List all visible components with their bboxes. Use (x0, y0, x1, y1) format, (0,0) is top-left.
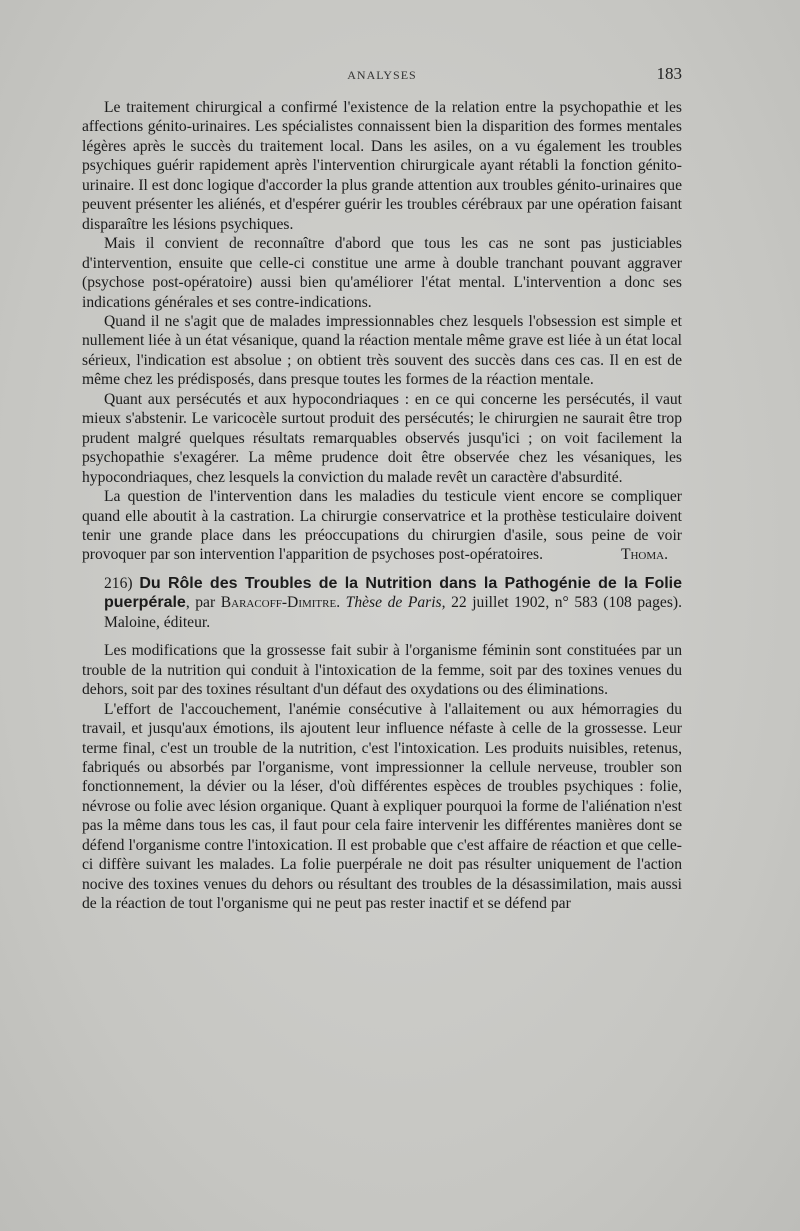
paragraph: Les modifications que la grossesse fait subir à l'organisme féminin sont constituées par un trouble de la nutrition qui conduit à l'intoxication de la femme, soit par des toxines venues du dehors, soit par des toxines résultant d'un défaut des oxydations ou des éliminations. (82, 642, 682, 699)
paragraph (82, 487, 682, 565)
paragraph: Quand il ne s'agit que de malades impressionnables chez lesquels l'obsession est simple et nullement liée à un état vésanique, quand la réaction mentale même grave est liée à un état local sérieux, l'indication est absolue ; on obtient très souvent des succès dans ces cas. Il en est de même chez les prédisposés, dans presque toutes les formes de la réaction mentale. (82, 312, 682, 389)
bibliographic-entry (82, 574, 682, 632)
running-head: ANALYSES (347, 68, 417, 82)
entry-title: Du Rôle des Troubles de la Nutrition dans la Pathogénie de la Folie puerpérale (104, 574, 682, 612)
entry-by: , par (185, 594, 216, 612)
paragraph: Quant aux persécutés et aux hypocondriaques : en ce qui concerne les persécutés, il vaut mieux s'abstenir. Le varicocèle surtout produit des persécutés; le chirurgien ne saurait être trop prudent malgré quelques résultats remarquables observés jusqu'ici ; on voit facilement la psychopathie s'exagérer. La même prudence doit être observée chez les vésaniques, les hypocondriaques, chez lesquels la conviction du malade revêt un caractère d'absurdité. (82, 390, 682, 486)
page-number: 183 (656, 64, 682, 83)
entry-details: 22 juillet 1902, n° 583 (108 pages). Maloine, éditeur. (104, 594, 682, 631)
page-header (82, 64, 682, 84)
paragraph: L'effort de l'accouchement, l'anémie consécutive à l'allaitement ou aux hémorragies du travail, et jusqu'aux émotions, ils ajoutent leur influence néfaste à celle de la grossesse. Leur terme final, c'est un trouble de la nutrition, c'est l'intoxication. Les produits nuisibles, retenus, fabriqués ou absorbés par l'organisme, vont impressionner la cellule nerveuse, troubler son fonctionnement, la dévier ou la léser, d'où différentes espèces de troubles psychiques : folie, névrose ou folie avec lésion organique. Quant à expliquer pourquoi la forme de l'aliénation n'est pas la même dans tous les cas, il faut pour cela faire intervenir les différentes manières dont se défend l'organisme contre l'intoxication. Il est probable que c'est affaire de réaction et que celle-ci diffère suivant les malades. La folie puerpérale ne doit pas résulter uniquement de l'action nocive des toxines venues du dehors ou résultant des troubles de la désassimilation, mais aussi de la réaction de tout l'organisme qui ne peut pas rester inactif et se défend par (82, 700, 682, 913)
entry-author: Baracoff-Dimitre. (220, 594, 341, 612)
page-body (82, 98, 682, 914)
entry-number: 216) (104, 574, 133, 592)
entry-thesis: Thèse de Paris, (345, 594, 446, 612)
paragraph: Le traitement chirurgical a confirmé l'existence de la relation entre la psychopathie et les affections génito-urinaires. Les spécialistes connaissent bien la disparition des formes mentales légères après le succès du traitement local. Dans les asiles, on a vu également les troubles psychiques guérir rapidement après l'intervention chirurgicale ayant rétabli la fonction génito-urinaire. Il est donc logique d'accorder la plus grande attention aux troubles génito-urinaires que peuvent présenter les aliénés, et d'espérer guérir les troubles cérébraux par une opération faisant disparaître les lésions psychiques. (82, 99, 682, 233)
paragraph-text: La question de l'intervention dans les maladies du testicule vient encore se compliquer quand elle aboutit à la castration. La chirurgie conservatrice et la prothèse testiculaire doivent tenir une grande place dans les préoccupations du chirurgien d'asile, sous peine de voir provoquer par son intervention l'apparition de psychoses post-opératoires. (82, 488, 682, 564)
paragraph: Mais il convient de reconnaître d'abord que tous les cas ne sont pas justiciables d'intervention, ensuite que celle-ci constitue une arme à double tranchant pouvant aggraver (psychose post-opératoire) aussi bien qu'améliorer l'état mental. L'intervention a donc ses indications générales et ses contre-indications. (82, 235, 682, 311)
signature: Thoma. (620, 546, 668, 564)
